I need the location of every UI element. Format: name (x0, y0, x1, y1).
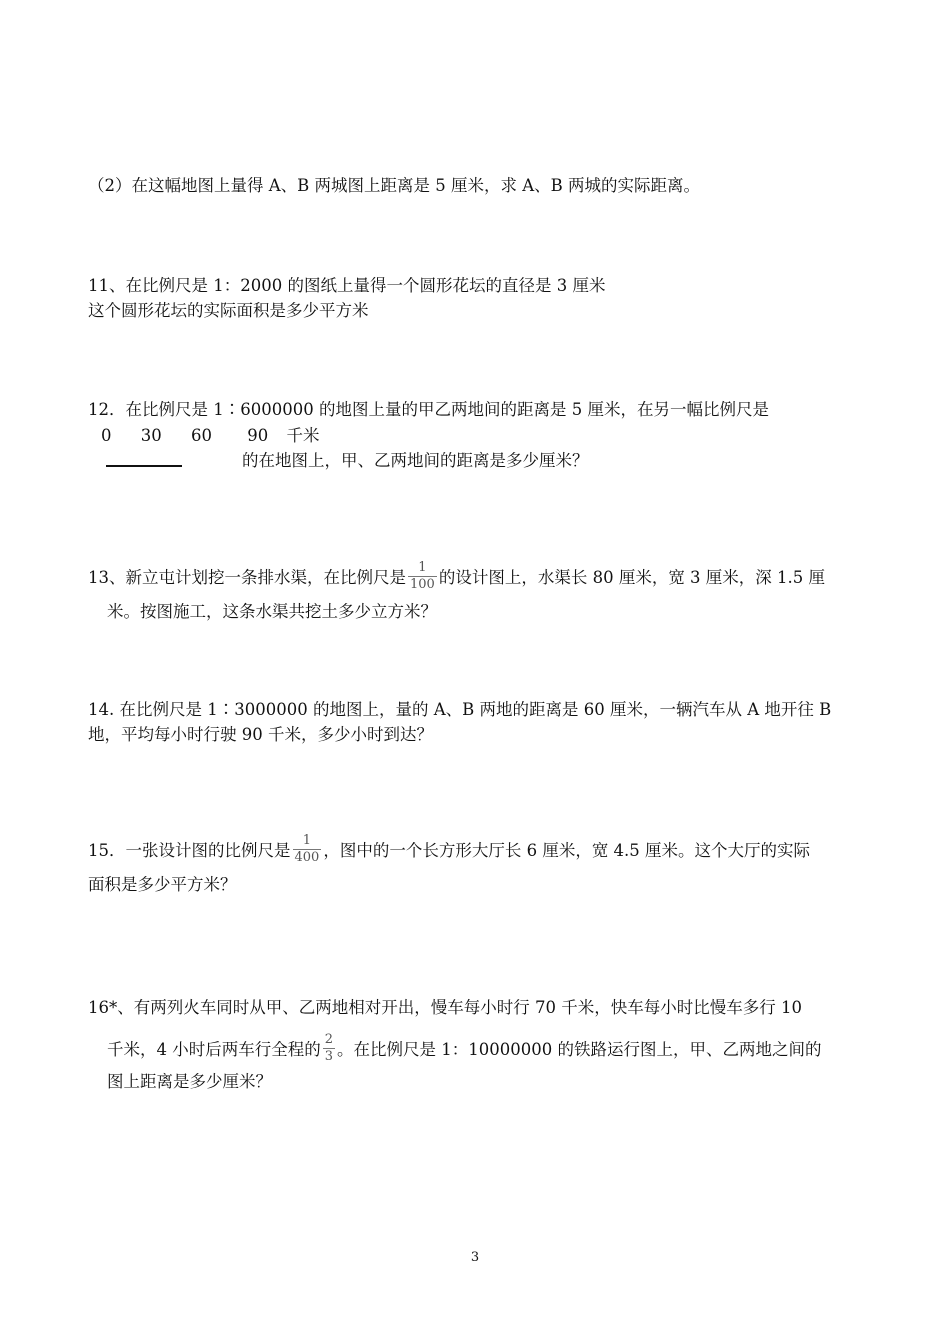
question-16-line-1: 16*、有两列火车同时从甲、乙两地相对开出，慢车每小时行 70 千米，快车每小时比慢车多行 10 (88, 998, 802, 1017)
fraction-denominator: 100 (410, 577, 435, 592)
question-15-text-after: ，图中的一个长方形大厅长 6 厘米，宽 4.5 厘米。这个大厅的实际 (323, 841, 811, 860)
question-16-line-3: 图上距离是多少厘米？ (107, 1072, 272, 1091)
question-12-line-3: 的在地图上，甲、乙两地间的距离是多少厘米？ (242, 451, 589, 470)
scale-label: 0 (101, 426, 112, 445)
question-15-line-1 (88, 835, 810, 868)
question-14-line-2: 地，平均每小时行驶 90 千米，多少小时到达？ (88, 725, 433, 744)
question-14-line-1: 14. 在比例尺是 1∶3000000 的地图上，量的 A、B 两地的距离是 60 厘米，一辆汽车从 A 地开往 B (88, 700, 832, 719)
fraction-denominator: 3 (324, 1049, 334, 1064)
fraction-denominator: 400 (294, 850, 320, 865)
question-11-line-1: 11、在比例尺是 1：2000 的图纸上量得一个圆形花坛的直径是 3 厘米 (88, 276, 606, 295)
question-16-text-before: 千米，4 小时后两车行全程的 (107, 1040, 321, 1059)
scale-label: 90 (247, 426, 269, 445)
fraction-numerator: 1 (302, 833, 312, 848)
scale-label: 60 (191, 426, 212, 445)
question-16-line-2 (107, 1034, 822, 1067)
question-13-line-2: 米。按图施工，这条水渠共挖土多少立方米？ (107, 602, 437, 621)
question-13-line-1 (88, 562, 825, 595)
scale-label-unit: 千米 (286, 426, 320, 445)
fraction-one-hundredth (408, 560, 437, 593)
scale-bar-line (106, 465, 182, 467)
question-10-part-2: （2）在这幅地图上量得 A、B 两城图上距离是 5 厘米，求 A、B 两城的实际距离。 (88, 176, 701, 195)
scale-label: 30 (140, 426, 162, 445)
fraction-numerator: 2 (324, 1032, 334, 1047)
question-15-text-before: 15．一张设计图的比例尺是 (88, 841, 291, 860)
fraction-numerator: 1 (418, 560, 427, 575)
fraction-one-four-hundredth (293, 833, 322, 866)
question-11-line-2: 这个圆形花坛的实际面积是多少平方米 (88, 301, 369, 320)
page-number: 3 (470, 1250, 480, 1265)
line-scale-labels (101, 426, 320, 446)
question-13-text-before: 13、新立屯计划挖一条排水渠，在比例尺是 (88, 568, 406, 587)
fraction-two-thirds (323, 1032, 335, 1065)
question-15-line-2: 面积是多少平方米？ (88, 875, 237, 894)
question-13-text-after: 的设计图上，水渠长 80 厘米，宽 3 厘米，深 1.5 厘 (438, 568, 826, 587)
question-16-text-after: 。在比例尺是 1：10000000 的铁路运行图上，甲、乙两地之间的 (337, 1040, 822, 1059)
question-12-line-1: 12．在比例尺是 1∶6000000 的地图上量的甲乙两地间的距离是 5 厘米，在另一幅比例尺是 (88, 400, 769, 419)
